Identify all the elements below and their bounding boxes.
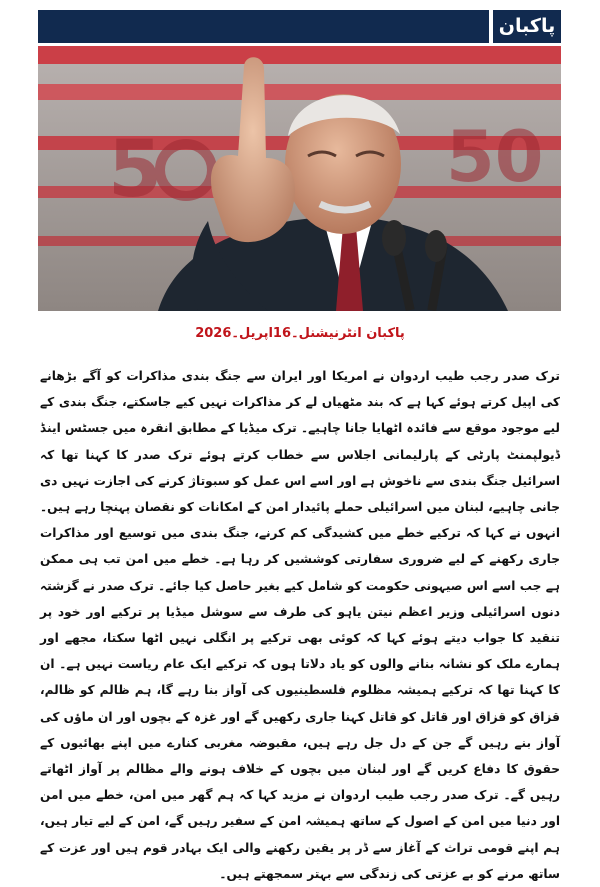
section-label[interactable]: پاکبان (489, 10, 561, 43)
article-photo (38, 46, 561, 311)
section-header-bar (38, 10, 561, 43)
article-body: ترک صدر رجب طیب اردوان نے امریکا اور ایران سے جنگ بندی مذاکرات کو آگے بڑھانے کی اپیل کرتے ہوئے کہا ہے کہ بند مٹھیاں لے کر مذاکرات نہیں کیے جاسکتے، جنگ بندی کے لیے موجود موقع سے فائدہ اٹھایا جانا چاہیے۔ ترک میڈیا کے مطابق انقرہ میں جسٹس اینڈ ڈیولپمنٹ پارٹی کے پارلیمانی اجلاس سے خطاب کرتے ہوئے ترک صدر کا کہنا تھا کہ اسرائیل جنگ بندی سے ناخوش ہے اور اسے اس عمل کو سبوتاژ کرنے کی اجازت نہیں دی جانی چاہیے، لبنان میں اسرائیلی حملے پائیدار امن کے امکانات کو نقصان پہنچا رہے ہیں۔ انہوں نے کہا کہ ترکیے خطے میں کشیدگی کم کرنے، جنگ بندی میں توسیع اور مذاکرات جاری رکھنے کے لیے ضروری سفارتی کوششیں کر رہا ہے۔ خطے میں امن تب ہی ممکن ہے جب اسے اس صیہونی حکومت کو شامل کیے بغیر حاصل کیا جائے۔ ترک صدر نے گزشتہ دنوں اسرائیلی وزیر اعظم نیتن یاہو کی طرف سے سوشل میڈیا پر ترکیے اور خود پر تنقید کا جواب دیتے ہوئے کہا کہ کوئی بھی ترکیے پر انگلی نہیں اٹھا سکتا، مجھے اور ہمارے ملک کو نشانہ بنانے والوں کو یاد دلاتا ہوں کہ ترکیے ایک عام ریاست نہیں ہے۔ ان کا کہنا تھا کہ ترکیے ہمیشہ مظلوم فلسطینیوں کی آواز بنا رہے گا، ہم ظالم کو ظالم، قزاق کو قزاق اور قاتل کو قاتل کہنا جاری رکھیں گے اور غزہ کے بچوں اور ان ماؤں کی آواز بنے رہیں گے جن کے دل جل رہے ہیں، مقبوضہ مغربی کنارے میں اپنے بھائیوں کے حقوق کا دفاع کریں گے اور لبنان میں بچوں کے خلاف ہونے والے مظالم پر آواز اٹھاتے رہیں گے۔ ترک صدر رجب طیب اردوان نے مزید کہا کہ ہم گھر میں امن، خطے میں امن اور دنیا میں امن کے اصول کے ساتھ ہمیشہ امن کے سفیر رہیں گے، امن کے لیے تیار ہیں، ہم اپنے قومی تراث کے آغاز سے ڈر پر یقین رکھنے والی ایک بہادر قوم ہیں اور عزت کے ساتھ مرنے کو بے عزتی کی زندگی سے بہتر سمجھتے ہیں۔ (40, 369, 560, 881)
svg-text:50: 50 (446, 116, 544, 198)
svg-text:5: 5 (108, 125, 163, 215)
photo-of-speaker-raising-index-finger-icon (38, 46, 561, 311)
article-dateline: پاکبان انٹرنیشنل۔16اپریل۔2026 (195, 326, 405, 341)
